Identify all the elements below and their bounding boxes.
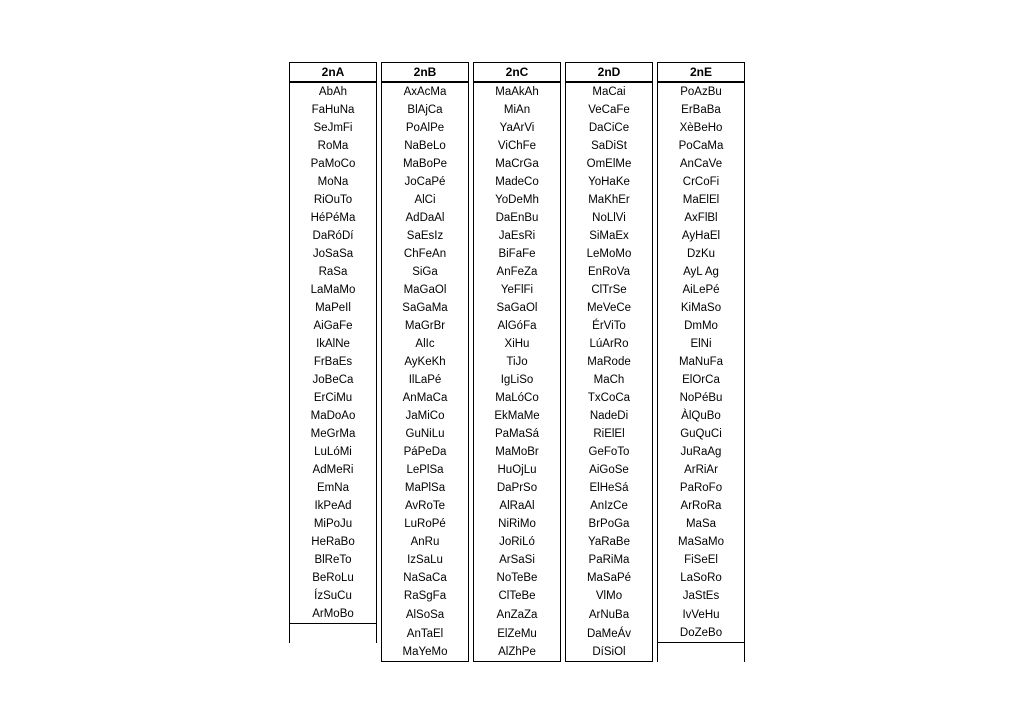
table-cell: AnIzCe — [565, 497, 653, 515]
table-cell: MaSaMo — [657, 533, 745, 551]
table-row — [289, 605, 745, 624]
table-row — [289, 101, 745, 119]
table-row — [289, 643, 745, 662]
table-cell: SeJmFi — [289, 119, 377, 137]
table-row — [289, 587, 745, 605]
table-row — [289, 191, 745, 209]
table-cell: RiOuTo — [289, 191, 377, 209]
table-cell: PaMoCo — [289, 155, 377, 173]
table-cell: LuLóMi — [289, 443, 377, 461]
table-cell: DoZeBo — [657, 624, 745, 643]
table-cell: AnCaVe — [657, 155, 745, 173]
table-row — [289, 209, 745, 227]
table-cell: HuOjLu — [473, 461, 561, 479]
table-cell: BiFaFe — [473, 245, 561, 263]
table-cell: PaMaSá — [473, 425, 561, 443]
table-cell: MaGaOl — [381, 281, 469, 299]
table-cell: MaRode — [565, 353, 653, 371]
table-cell: YoDeMh — [473, 191, 561, 209]
table-cell: RiElEl — [565, 425, 653, 443]
table-cell: GeFoTo — [565, 443, 653, 461]
table-row — [289, 317, 745, 335]
table-cell: MaDoAo — [289, 407, 377, 425]
column-header-2: 2nC — [473, 62, 561, 82]
table-cell: SiGa — [381, 263, 469, 281]
table-cell: HeRaBo — [289, 533, 377, 551]
table-row — [289, 515, 745, 533]
table-row — [289, 82, 745, 101]
table-cell: IlLaPé — [381, 371, 469, 389]
table-header-row — [289, 62, 745, 82]
table-cell: ÉrViTo — [565, 317, 653, 335]
table-row — [289, 569, 745, 587]
table-cell: MaElEl — [657, 191, 745, 209]
table-cell: MaSa — [657, 515, 745, 533]
table-cell: MadeCo — [473, 173, 561, 191]
table-row — [289, 371, 745, 389]
table-row — [289, 227, 745, 245]
table-cell: AlGóFa — [473, 317, 561, 335]
table-cell: DaEnBu — [473, 209, 561, 227]
column-header-4: 2nE — [657, 62, 745, 82]
table-cell: ChFeAn — [381, 245, 469, 263]
table-cell: ViChFe — [473, 137, 561, 155]
column-header-3: 2nD — [565, 62, 653, 82]
table-cell: ÍzSuCu — [289, 587, 377, 605]
table-cell: TiJo — [473, 353, 561, 371]
table-row — [289, 155, 745, 173]
table-cell: BlAjCa — [381, 101, 469, 119]
table-cell: MaYeMo — [381, 643, 469, 662]
table-cell: AlRaAl — [473, 497, 561, 515]
table-cell: DmMo — [657, 317, 745, 335]
table-cell: NiRiMo — [473, 515, 561, 533]
table-cell: MaPlSa — [381, 479, 469, 497]
table-cell: ArRiAr — [657, 461, 745, 479]
table-row — [289, 551, 745, 569]
table-cell: NoPéBu — [657, 389, 745, 407]
table-cell: KiMaSo — [657, 299, 745, 317]
table-cell: IzSaLu — [381, 551, 469, 569]
table-body — [289, 82, 745, 662]
table-cell: SaGaOl — [473, 299, 561, 317]
table-row — [289, 407, 745, 425]
table-cell: HéPéMa — [289, 209, 377, 227]
table-cell-empty — [657, 643, 745, 662]
table-cell: JaStEs — [657, 587, 745, 605]
table-cell: AlCi — [381, 191, 469, 209]
table-cell: AnTaEl — [381, 624, 469, 643]
table-cell: RaSa — [289, 263, 377, 281]
table-row — [289, 479, 745, 497]
table-cell: MaGrBr — [381, 317, 469, 335]
table-cell: ElHeSá — [565, 479, 653, 497]
table-cell: MaAkAh — [473, 82, 561, 101]
table-cell: NoLlVi — [565, 209, 653, 227]
table-cell: PaRiMa — [565, 551, 653, 569]
table-cell: DaPrSo — [473, 479, 561, 497]
table-cell: MiPoJu — [289, 515, 377, 533]
table-cell: ClTrSe — [565, 281, 653, 299]
table-header — [289, 62, 745, 82]
table-cell: MoNa — [289, 173, 377, 191]
table-cell: YaRaBe — [565, 533, 653, 551]
table-cell: ErCiMu — [289, 389, 377, 407]
table-cell: AnZaZa — [473, 605, 561, 624]
table-cell: SaGaMa — [381, 299, 469, 317]
column-header-1: 2nB — [381, 62, 469, 82]
table-cell: PoCaMa — [657, 137, 745, 155]
table-cell: YeFlFi — [473, 281, 561, 299]
table-cell: IkAlNe — [289, 335, 377, 353]
table-cell: DaCiCe — [565, 119, 653, 137]
table-cell: ArMoBo — [289, 605, 377, 624]
table-cell: NaBeLo — [381, 137, 469, 155]
table-cell: DíSiOl — [565, 643, 653, 662]
table-cell: JaMiCo — [381, 407, 469, 425]
table-row — [289, 119, 745, 137]
table-cell: AyL Ag — [657, 263, 745, 281]
table-cell-empty — [289, 624, 377, 643]
table-cell: JaEsRi — [473, 227, 561, 245]
table-cell: VlMo — [565, 587, 653, 605]
table-cell: MaCh — [565, 371, 653, 389]
table-cell: LaMaMo — [289, 281, 377, 299]
table-row — [289, 533, 745, 551]
table-cell: LeMoMo — [565, 245, 653, 263]
table-cell: AyKeKh — [381, 353, 469, 371]
table-row — [289, 461, 745, 479]
table-cell: MaMoBr — [473, 443, 561, 461]
table-cell: FrBaEs — [289, 353, 377, 371]
table-cell: DaRóDí — [289, 227, 377, 245]
table-cell: AiGoSe — [565, 461, 653, 479]
table-cell: DaMeÁv — [565, 624, 653, 643]
table-cell: RaSgFa — [381, 587, 469, 605]
table-cell: AxAcMa — [381, 82, 469, 101]
table-cell: JoSaSa — [289, 245, 377, 263]
table-cell: IvVeHu — [657, 605, 745, 624]
table-cell: EmNa — [289, 479, 377, 497]
table-cell: AvRoTe — [381, 497, 469, 515]
table-cell: VeCaFe — [565, 101, 653, 119]
table-cell: GuNiLu — [381, 425, 469, 443]
table-cell: AxFlBl — [657, 209, 745, 227]
table-row — [289, 299, 745, 317]
table-cell: NaSaCa — [381, 569, 469, 587]
table-cell: ErBaBa — [657, 101, 745, 119]
names-table — [285, 62, 749, 662]
column-header-0: 2nA — [289, 62, 377, 82]
table-cell: MaSaPé — [565, 569, 653, 587]
table-cell: AbAh — [289, 82, 377, 101]
table-cell: NoTeBe — [473, 569, 561, 587]
table-cell: LePlSa — [381, 461, 469, 479]
table-row — [289, 281, 745, 299]
table-cell: PáPeDa — [381, 443, 469, 461]
table-cell: GuQuCi — [657, 425, 745, 443]
table-cell: BrPoGa — [565, 515, 653, 533]
table-cell: AdDaAl — [381, 209, 469, 227]
table-row — [289, 263, 745, 281]
table-cell: PoAzBu — [657, 82, 745, 101]
table-cell: YoHaKe — [565, 173, 653, 191]
table-cell: NadeDi — [565, 407, 653, 425]
table-cell: IkPeAd — [289, 497, 377, 515]
table-cell: MaNuFa — [657, 353, 745, 371]
table-cell: MaBoPe — [381, 155, 469, 173]
table-cell: JuRaAg — [657, 443, 745, 461]
table-row — [289, 173, 745, 191]
table-cell: MaCai — [565, 82, 653, 101]
table-cell: MeVeCe — [565, 299, 653, 317]
table-cell: CrCoFi — [657, 173, 745, 191]
table-row — [289, 353, 745, 371]
table-cell: JoCaPé — [381, 173, 469, 191]
table-cell: MaPeIl — [289, 299, 377, 317]
table-cell: AnFeZa — [473, 263, 561, 281]
table-cell: RoMa — [289, 137, 377, 155]
table-row — [289, 137, 745, 155]
table-cell: LuRoPé — [381, 515, 469, 533]
table-cell: AlIc — [381, 335, 469, 353]
table-cell: SaEsIz — [381, 227, 469, 245]
table-cell: DzKu — [657, 245, 745, 263]
table-cell: SiMaEx — [565, 227, 653, 245]
table-row — [289, 443, 745, 461]
table-cell: ClTeBe — [473, 587, 561, 605]
table-cell: AyHaEl — [657, 227, 745, 245]
table-cell: ÀlQuBo — [657, 407, 745, 425]
table-cell: AnMaCa — [381, 389, 469, 407]
table-cell: MaCrGa — [473, 155, 561, 173]
table-cell: MiAn — [473, 101, 561, 119]
table-cell: ArRoRa — [657, 497, 745, 515]
table-cell: TxCoCa — [565, 389, 653, 407]
table-cell: JoRiLó — [473, 533, 561, 551]
table-cell: MaLóCo — [473, 389, 561, 407]
table-row — [289, 245, 745, 263]
table-cell: XèBeHo — [657, 119, 745, 137]
names-table-container — [285, 62, 749, 662]
table-cell: XiHu — [473, 335, 561, 353]
table-cell: BeRoLu — [289, 569, 377, 587]
table-cell: JoBeCa — [289, 371, 377, 389]
table-cell: AlSoSa — [381, 605, 469, 624]
table-row — [289, 335, 745, 353]
table-cell: SaDiSt — [565, 137, 653, 155]
table-cell: PaRoFo — [657, 479, 745, 497]
table-cell: ElOrCa — [657, 371, 745, 389]
table-cell: LaSoRo — [657, 569, 745, 587]
table-cell-blank — [289, 643, 377, 662]
table-row — [289, 389, 745, 407]
table-cell: ElZeMu — [473, 624, 561, 643]
table-cell: AlZhPe — [473, 643, 561, 662]
table-cell: OmElMe — [565, 155, 653, 173]
table-cell: AiGaFe — [289, 317, 377, 335]
table-cell: EnRoVa — [565, 263, 653, 281]
table-cell: FiSeEl — [657, 551, 745, 569]
table-cell: EkMaMe — [473, 407, 561, 425]
table-cell: FaHuNa — [289, 101, 377, 119]
table-cell: PoAlPe — [381, 119, 469, 137]
table-cell: ArNuBa — [565, 605, 653, 624]
table-row — [289, 497, 745, 515]
table-cell: LúArRo — [565, 335, 653, 353]
table-cell: MaKhEr — [565, 191, 653, 209]
table-cell: IgLiSo — [473, 371, 561, 389]
table-row — [289, 624, 745, 643]
table-cell: AiLePé — [657, 281, 745, 299]
table-cell: YaArVi — [473, 119, 561, 137]
table-cell: AdMeRi — [289, 461, 377, 479]
table-cell: BlReTo — [289, 551, 377, 569]
table-cell: MeGrMa — [289, 425, 377, 443]
table-cell: AnRu — [381, 533, 469, 551]
table-cell: ElNi — [657, 335, 745, 353]
table-row — [289, 425, 745, 443]
table-cell: ArSaSi — [473, 551, 561, 569]
